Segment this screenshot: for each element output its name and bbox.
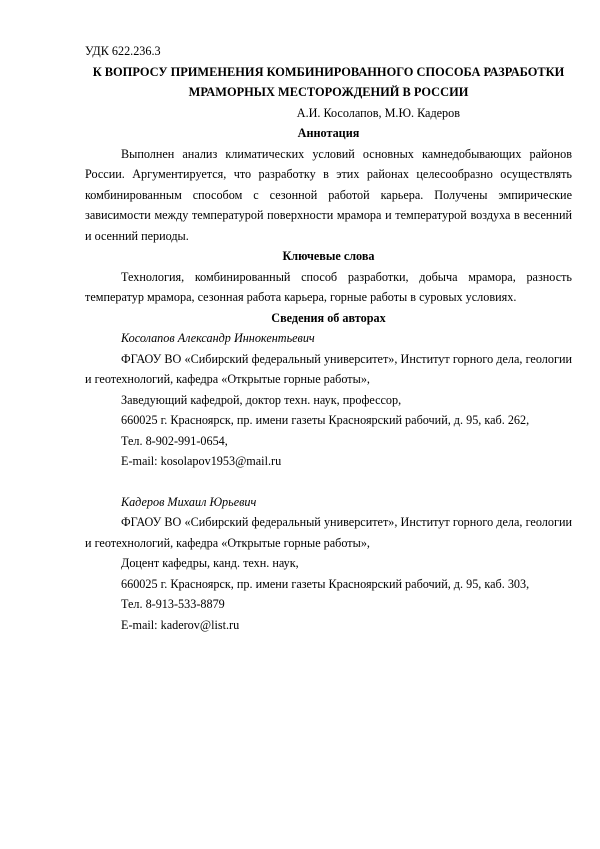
author1-address: 660025 г. Красноярск, пр. имени газеты Красноярский рабочий, д. 95, каб. 262, <box>121 413 530 427</box>
abstract-text: Выполнен анализ климатических условий основных камнедобывающих районов России. Аргументируется, что разработку в этих районах целесообразно осуществлять комбинированным способом с сезонной работой карьера. Получены эмпирические зависимости между температурой поверхности мрамора и температурой воздуха в весенний и осенний периоды. <box>85 146 572 243</box>
authors-line: А.И. Косолапов, М.Ю. Кадеров <box>296 105 460 120</box>
keywords-heading: Ключевые слова <box>282 249 375 263</box>
paper-content <box>85 41 572 635</box>
paper-title-line-1: К ВОПРОСУ ПРИМЕНЕНИЯ КОМБИНИРОВАННОГО СПОСОБА РАЗРАБОТКИ <box>92 64 565 79</box>
author1-email: E-mail: kosolapov1953@mail.ru <box>121 454 282 468</box>
author2-phone: Тел. 8-913-533-8879 <box>121 597 225 611</box>
paper-title-line-2: МРАМОРНЫХ МЕСТОРОЖДЕНИЙ В РОССИИ <box>188 85 469 99</box>
author1-phone: Тел. 8-902-991-0654, <box>121 433 228 448</box>
authors-info-heading: Сведения об авторах <box>271 310 386 325</box>
udk-code: УДК 622.236.3 <box>85 44 161 58</box>
author1-affiliation: ФГАОУ ВО «Сибирский федеральный университет», Институт горного дела, геологии и геотехнологий, кафедра «Открытые горные работы», <box>85 351 572 386</box>
author2-position: Доцент кафедры, канд. техн. наук, <box>121 556 299 570</box>
author2-name: Кадеров Михаил Юрьевич <box>121 494 257 509</box>
section-spacer <box>85 472 572 492</box>
author1-position: Заведующий кафедрой, доктор техн. наук, профессор, <box>121 392 402 407</box>
author2-affiliation: ФГАОУ ВО «Сибирский федеральный университет», Институт горного дела, геологии и геотехнологий, кафедра «Открытые горные работы», <box>85 515 572 550</box>
author2-email: E-mail: kaderov@list.ru <box>121 617 240 632</box>
abstract-heading: Аннотация <box>297 126 360 140</box>
keywords-text: Технология, комбинированный способ разработки, добыча мрамора, разность температур мрамора, сезонная работа карьера, горные работы в суровых условиях. <box>85 269 572 304</box>
author2-address: 660025 г. Красноярск, пр. имени газеты Красноярский рабочий, д. 95, каб. 303, <box>121 576 530 591</box>
author1-name: Косолапов Александр Иннокентьевич <box>121 331 315 345</box>
